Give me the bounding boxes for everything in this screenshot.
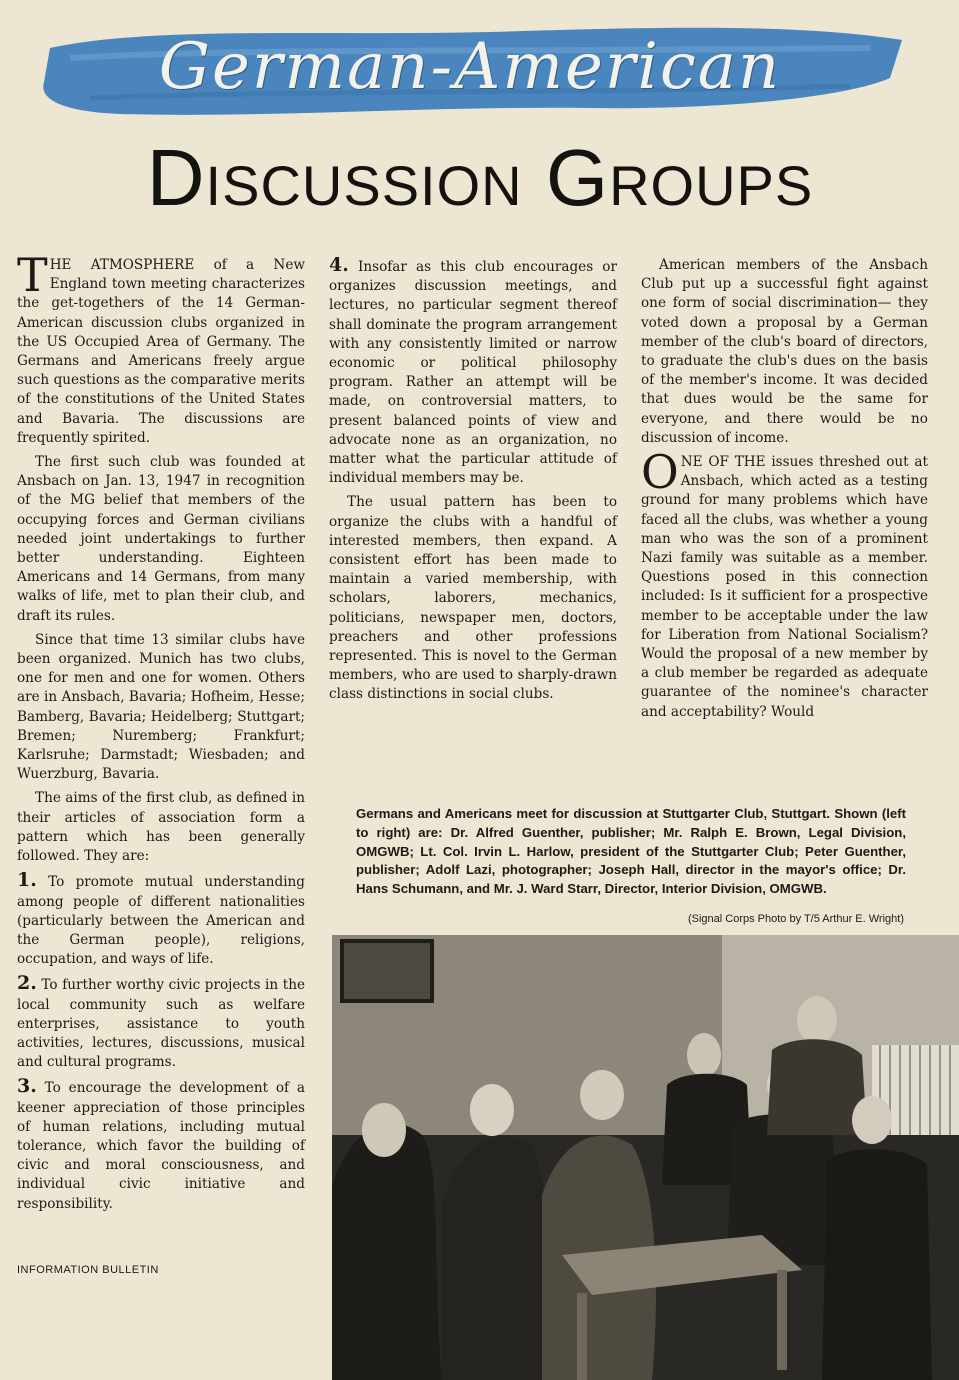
aim-item-3: 3. To encourage the development of a keener appreciation of those principles of human relations, including mutual tolerance, which favor the building of civic and moral consciousness, and individual civic initiative and responsibility. [17, 1075, 305, 1212]
paragraph: The usual pattern has been to organize the clubs with a handful of interested members, then expand. A consistent effort has been made to maintain a varied membership, with scholars, laborers, mechanics, politicians, newspaper men, doctors, preachers and other professions represented. This is novel to the German members, who are used to sharply-drawn class distinctions in social clubs. [329, 494, 617, 703]
drop-cap: O [641, 445, 679, 500]
drop-cap: T [17, 248, 48, 302]
aim-item-1: 1. To promote mutual understanding among people of different nationalities (particularly between the American and the German people), religions, occupation, and ways of life. [17, 869, 305, 968]
title-banner [30, 18, 910, 130]
paragraph: The first such club was founded at Ansbach on Jan. 13, 1947 in recognition of the MG belief that members of the occupying forces and German civilians needed joint undertakings to further better understanding. Eighteen Americans and 14 Germans, from many walks of life, met to plan their club, and draft its rules. [17, 454, 305, 624]
script-title: German-American [158, 30, 782, 104]
column-3 [641, 256, 928, 727]
paragraph-section: ONE OF THE issues threshed out at Ansbach, which acted as a testing ground for many problems which have faced all the clubs, was whether a young man who was the son of a prominent Nazi family was suitable as a member. Questions posed in this connection included: Is it sufficient for a prospective member to be acceptable under the law for Liberation from National Socialism? Would the proposal of a new member by a club member be regarded as adequate guarantee of the nominee's character and acceptability? Would [641, 445, 928, 720]
column-1 [17, 248, 305, 1219]
photo-caption: Germans and Americans meet for discussion at Stuttgarter Club, Stuttgart. Shown (left to right) are: Dr. Alfred Guenther, publisher; Mr. Ralph E. Brown, Legal Division, OMGWB; Lt. Col. Irvin L. Harlow, president of the Stuttgarter Club; Peter Guenther, publisher; Adolf Lazi, photographer; Joseph Hall, director in the mayor's office; Dr. Hans Schumann, and Mr. J. Ward Starr, Director, Interior Division, OMGWB. [356, 806, 906, 897]
paragraph: American members of the Ansbach Club put up a successful fight against one form of social discrimination— they voted down a proposal by a German member of the club's board of directors, to graduate the club's dues on the basis of the member's income. It was decided that dues would be the same for everyone, and there would be no discussion of income. [641, 257, 928, 446]
photo-illustration [332, 935, 959, 1380]
aim-item-2: 2. To further worthy civic projects in the local community such as welfare enterprises, assistance to youth activities, lectures, discussions, musical and cultural programs. [17, 972, 305, 1071]
footer-publication: INFORMATION BULLETIN [17, 1264, 159, 1276]
paragraph: Since that time 13 similar clubs have been organized. Munich has two clubs, one for men and one for women. Others are in Ansbach, Bavaria; Hofheim, Hesse; Bamberg, Bavaria; Heidelberg; Stuttgart; Bremen; Nuremberg; Frankfurt; Karlsruhe; Darmstadt; Wiesbaden; and Wuerzburg, Bavaria. [17, 631, 305, 783]
column-2 [329, 256, 617, 710]
group-photo [332, 935, 959, 1380]
paragraph: The aims of the first club, as defined in their articles of association form a pattern which has been generally followed. They are: [17, 790, 305, 865]
main-title: Discussion Groups [146, 133, 814, 222]
photo-credit: (Signal Corps Photo by T/5 Arthur E. Wright) [687, 913, 904, 925]
paragraph-intro: THE ATMOSPHERE of a New England town meeting characterizes the get-togethers of the 14 German-American discussion clubs organized in the US Occupied Area of Germany. The Germans and Americans freely argue such questions as the comparative merits of the constitutions of the United States and Bavaria. The discussions are frequently spirited. [17, 248, 305, 446]
aim-item-4: 4. Insofar as this club encourages or organizes discussion meetings, and lectures, no particular segment thereof shall dominate the program arrangement with any consistently limited or narrow economic or political philosophy program. Rather an attempt will be made, on controversial matters, to present balanced points of view and advocate none as an organization, no matter what the particular attitude of individual members may be. [329, 254, 617, 487]
